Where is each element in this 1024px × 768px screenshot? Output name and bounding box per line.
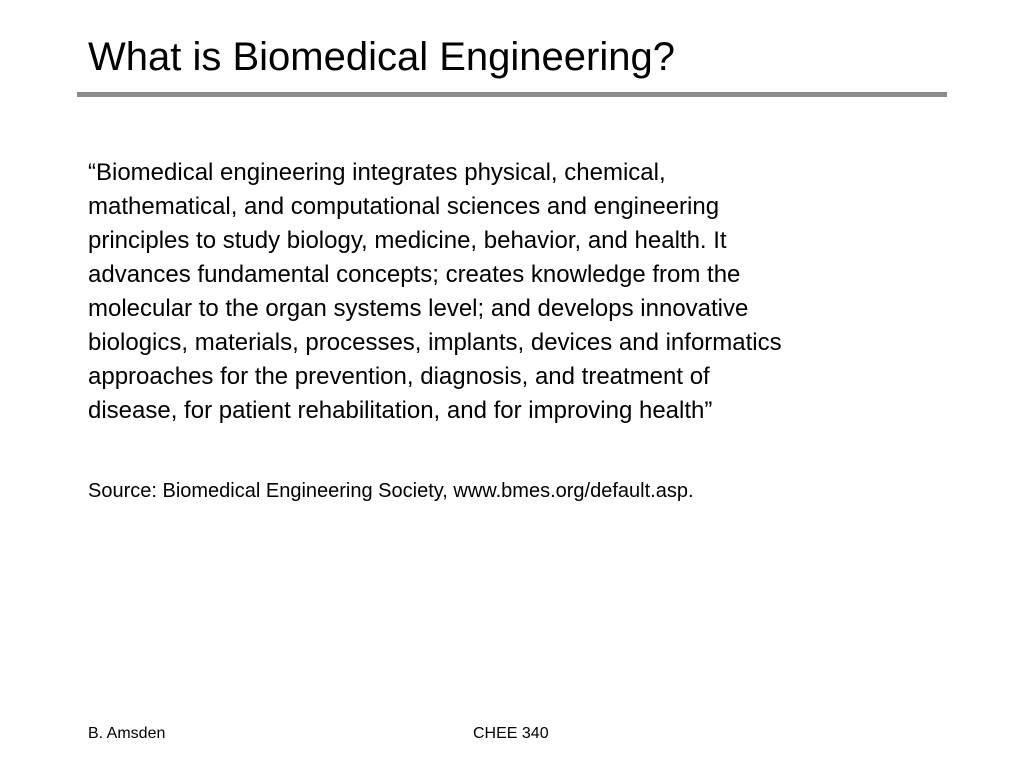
quote-line: “Biomedical engineering integrates physical, chemical, bbox=[88, 159, 666, 186]
quote-line: disease, for patient rehabilitation, and for improving health” bbox=[88, 397, 713, 424]
footer-course: CHEE 340 bbox=[473, 725, 549, 742]
quote-line: principles to study biology, medicine, behavior, and health. It bbox=[88, 227, 727, 254]
footer-author: B. Amsden bbox=[88, 725, 166, 742]
quote-line: approaches for the prevention, diagnosis, and treatment of bbox=[88, 363, 710, 390]
quote-line: molecular to the organ systems level; and develops innovative bbox=[88, 295, 749, 322]
source-citation: Source: Biomedical Engineering Society, www.bmes.org/default.asp. bbox=[88, 480, 694, 502]
title-divider bbox=[77, 92, 947, 97]
slide-title: What is Biomedical Engineering? bbox=[88, 35, 675, 79]
definition-quote bbox=[88, 156, 782, 428]
quote-line: advances fundamental concepts; creates knowledge from the bbox=[88, 261, 741, 288]
quote-line: mathematical, and computational sciences and engineering bbox=[88, 193, 720, 220]
quote-line: biologics, materials, processes, implants, devices and informatics bbox=[88, 329, 782, 356]
